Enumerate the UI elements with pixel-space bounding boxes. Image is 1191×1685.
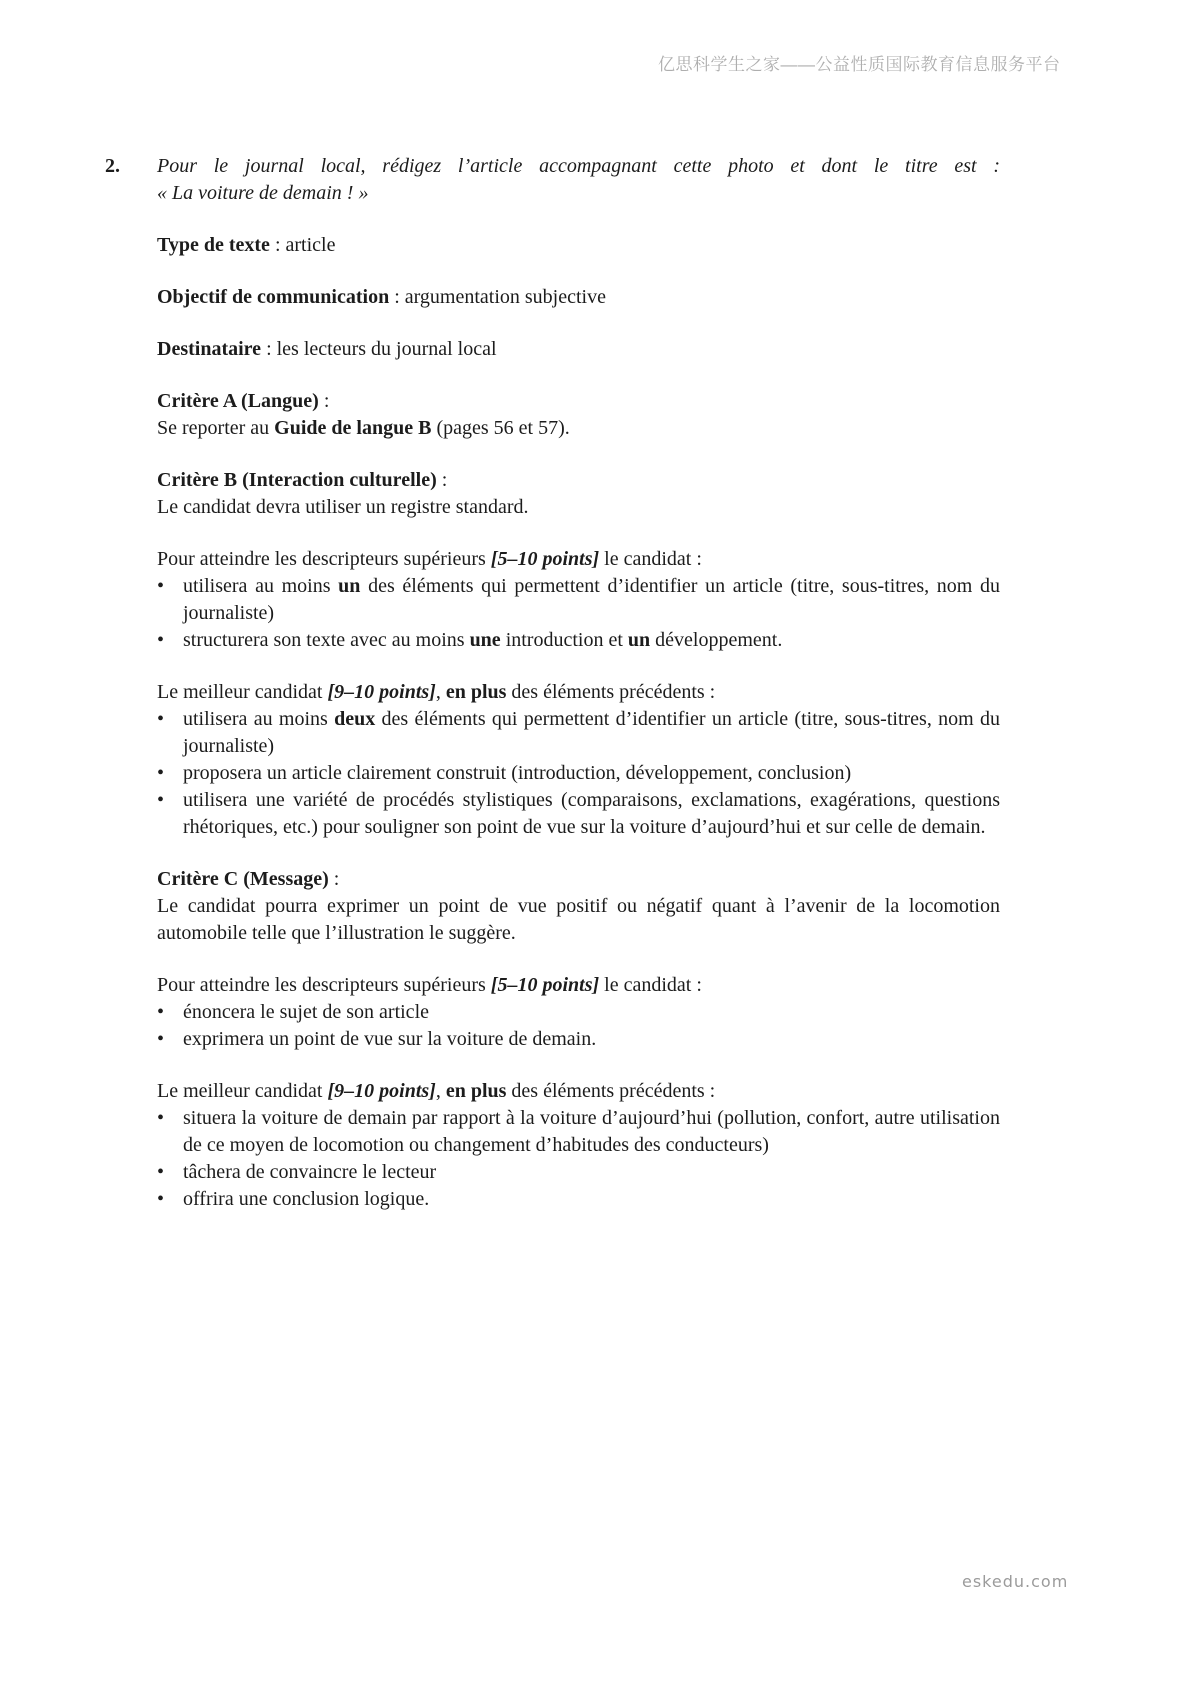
objective-label: Objectif de communication [157, 286, 390, 308]
bullet-seg: développement. [650, 629, 783, 651]
bullet-item [157, 573, 1000, 627]
bullet-text: exprimera un point de vue sur la voiture de demain. [183, 1028, 597, 1050]
criteria-c-upper-points: [5–10 points] [490, 974, 600, 996]
bullet-text: utilisera une variété de procédés stylistiques (comparaisons, exclamations, exagérations, questions rhétoriques, etc.) pour souligner son point de vue sur la voiture d’aujourd’hui et sur celle de demain. [183, 789, 1000, 838]
criteria-b-best-enplus: en plus [445, 681, 507, 703]
objective-row [157, 284, 1000, 311]
bullet-icon: • [157, 629, 165, 651]
bullet-icon: • [157, 1107, 165, 1129]
bullet-item [157, 706, 1000, 760]
criteria-b-best-comma: , [435, 681, 446, 703]
bullet-item [157, 760, 1000, 787]
text-type-row [157, 232, 1000, 259]
criteria-c-upper-lead [157, 972, 1000, 999]
criteria-b-upper-post: le candidat : [599, 548, 702, 570]
bullet-seg: introduction et [500, 629, 628, 651]
criteria-c-section [157, 866, 1000, 947]
criteria-a-title-colon: : [318, 390, 330, 412]
task-number: 2. [105, 155, 120, 177]
criteria-c-best-lead [157, 1078, 1000, 1105]
recipient-label: Destinataire [157, 338, 262, 360]
criteria-a-title-text: Critère A (Langue) [157, 390, 319, 412]
bullet-icon: • [157, 1001, 165, 1023]
bullet-icon: • [157, 789, 165, 811]
criteria-c-upper-pre: Pour atteindre les descripteurs supérieurs [157, 974, 491, 996]
objective-value: : argumentation subjective [389, 286, 606, 308]
criteria-b-section [157, 467, 1000, 521]
criteria-b-best-points: [9–10 points] [327, 681, 436, 703]
criteria-b-best-descriptors [157, 679, 1000, 841]
bullet-seg: utilisera au moins [183, 708, 335, 730]
criteria-a-section [157, 388, 1000, 442]
criteria-b-upper-lead [157, 546, 1000, 573]
document-content [0, 153, 1191, 1213]
bullet-seg: utilisera au moins [183, 575, 339, 597]
bullet-seg-bold: un [338, 575, 361, 597]
criteria-c-title-colon: : [328, 868, 340, 890]
criteria-a-body-pre: Se reporter au [157, 417, 275, 439]
criteria-b-title-text: Critère B (Interaction culturelle) [157, 469, 437, 491]
criteria-c-intro: Le candidat pourra exprimer un point de vue positif ou négatif quant à l’avenir de la locomotion automobile telle que l’illustration le suggère. [157, 895, 1000, 944]
watermark-link: eskedu.com [962, 1572, 1069, 1591]
bullet-icon: • [157, 1028, 165, 1050]
criteria-b-title-colon: : [436, 469, 448, 491]
bullet-seg: des éléments qui permettent d’identifier un article (titre, sous-titres, nom du journaliste) [183, 708, 1000, 757]
bullet-text: offrira une conclusion logique. [183, 1188, 430, 1210]
bullet-icon: • [157, 575, 165, 597]
criteria-c-best-descriptors [157, 1078, 1000, 1213]
task-prompt-line1: Pour le journal local, rédigez l’article accompagnant cette photo et dont le titre est : [157, 155, 1000, 177]
criteria-c-best-pre: Le meilleur candidat [157, 1080, 328, 1102]
criteria-c-upper-descriptors [157, 972, 1000, 1053]
bullet-seg-bold: deux [334, 708, 376, 730]
criteria-c-best-points: [9–10 points] [327, 1080, 436, 1102]
bullet-seg-bold: un [627, 629, 651, 651]
criteria-b-upper-pre: Pour atteindre les descripteurs supérieurs [157, 548, 491, 570]
criteria-a-guide-ref: Guide de langue B [274, 417, 432, 439]
criteria-b-title [157, 467, 1000, 494]
criteria-c-best-comma: , [435, 1080, 446, 1102]
bullet-text: tâchera de convaincre le lecteur [183, 1161, 437, 1183]
bullet-text [183, 706, 1000, 760]
bullet-item [157, 1159, 1000, 1186]
bullet-icon: • [157, 1161, 165, 1183]
criteria-a-body-post: (pages 56 et 57). [431, 417, 570, 439]
task-prompt [105, 153, 1000, 207]
criteria-b-best-post: des éléments précédents : [506, 681, 716, 703]
criteria-b-upper-points: [5–10 points] [490, 548, 600, 570]
recipient-row [157, 336, 1000, 363]
criteria-b-intro: Le candidat devra utiliser un registre standard. [157, 496, 529, 518]
criteria-c-title-text: Critère C (Message) [157, 868, 329, 890]
bullet-text: énoncera le sujet de son article [183, 1001, 429, 1023]
criteria-c-best-enplus: en plus [445, 1080, 507, 1102]
bullet-text: situera la voiture de demain par rapport à la voiture d’aujourd’hui (pollution, confort, autre utilisation de ce moyen de locomotion ou changement d’habitudes des conducteurs) [183, 1107, 1000, 1156]
bullet-seg-bold: une [469, 629, 501, 651]
bullet-text: proposera un article clairement construit (introduction, développement, conclusion) [183, 762, 852, 784]
criteria-c-title [157, 866, 1000, 893]
bullet-item [157, 627, 1000, 654]
bullet-item [157, 1186, 1000, 1213]
bullet-item [157, 1026, 1000, 1053]
bullet-icon: • [157, 1188, 165, 1210]
criteria-c-upper-post: le candidat : [599, 974, 702, 996]
recipient-value: : les lecteurs du journal local [261, 338, 497, 360]
criteria-b-upper-descriptors [157, 546, 1000, 654]
bullet-text [183, 627, 1000, 654]
criteria-c-best-post: des éléments précédents : [506, 1080, 716, 1102]
text-type-label: Type de texte [157, 234, 270, 256]
bullet-seg: des éléments qui permettent d’identifier un article (titre, sous-titres, nom du journaliste) [183, 575, 1000, 624]
task-prompt-title: « La voiture de demain ! » [157, 182, 369, 204]
text-type-value: : article [269, 234, 336, 256]
criteria-a-title [157, 388, 1000, 415]
site-header-watermark: 亿思科学生之家——公益性质国际教育信息服务平台 [658, 55, 1061, 74]
bullet-item [157, 1105, 1000, 1159]
bullet-text [183, 573, 1000, 627]
bullet-icon: • [157, 708, 165, 730]
criteria-a-body [157, 415, 1000, 442]
criteria-b-best-pre: Le meilleur candidat [157, 681, 328, 703]
bullet-seg: structurera son texte avec au moins [183, 629, 470, 651]
bullet-item [157, 999, 1000, 1026]
bullet-item [157, 787, 1000, 841]
criteria-b-best-lead [157, 679, 1000, 706]
bullet-icon: • [157, 762, 165, 784]
